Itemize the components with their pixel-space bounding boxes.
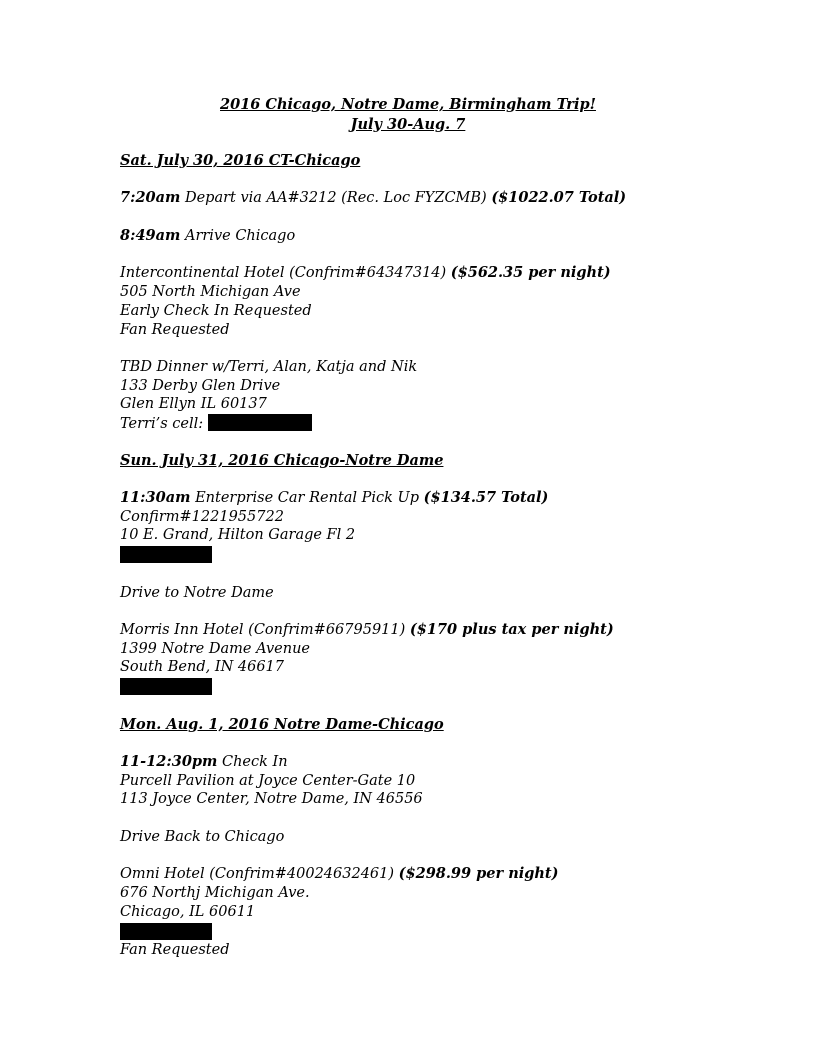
checkin-text: Check In [222, 754, 288, 771]
arrive-time: 8:49am [120, 226, 181, 244]
checkin-place: Purcell Pavilion at Joyce Center-Gate 10 [120, 772, 416, 789]
hotel-line [120, 621, 780, 640]
dinner-address: 133 Derby Glen Drive [120, 377, 281, 394]
hotel-line [120, 264, 780, 283]
itinerary-body [120, 152, 780, 960]
redaction-row [120, 923, 780, 942]
cell-label: Terri’s cell: [120, 416, 204, 433]
day-heading: Sun. July 31, 2016 Chicago-Notre Dame [120, 451, 444, 469]
hotel-note: Early Check In Requested [120, 302, 312, 319]
arrive-text: Arrive Chicago [184, 227, 296, 244]
checkin-line [120, 753, 780, 772]
hotel-cost: ($298.99 per night) [398, 865, 559, 883]
hotel-cost: ($170 plus tax per night) [409, 621, 614, 639]
rental-time: 11:30am [120, 489, 191, 507]
rental-line [120, 489, 780, 508]
redaction-row [120, 678, 780, 697]
hotel-address: 1399 Notre Dame Avenue [120, 640, 311, 657]
hotel-line [120, 865, 780, 884]
title-line-2: July 30-Aug. 7 [350, 115, 466, 133]
hotel-name: Omni Hotel (Confrim#40024632461) [120, 866, 395, 883]
hotel-city: Chicago, IL 60611 [120, 903, 256, 920]
drive-line: Drive to Notre Dame [120, 584, 274, 601]
redaction-bar [120, 923, 212, 940]
document-title [0, 96, 816, 135]
rental-text: Enterprise Car Rental Pick Up [195, 490, 420, 507]
hotel-city: South Bend, IN 46617 [120, 659, 285, 676]
hotel-note: Fan Requested [120, 321, 230, 338]
day-heading: Mon. Aug. 1, 2016 Notre Dame-Chicago [120, 715, 444, 733]
hotel-address: 505 North Michigan Ave [120, 284, 301, 301]
rental-cost: ($134.57 Total) [423, 489, 549, 507]
redaction-row [120, 546, 780, 565]
cell-line [120, 414, 780, 433]
redaction-bar [120, 678, 212, 695]
redaction-bar [120, 546, 212, 563]
flight-time: 7:20am [120, 189, 181, 207]
dinner-city: Glen Ellyn IL 60137 [120, 396, 267, 413]
flight-text: Depart via AA#3212 (Rec. Loc FYZCMB) [184, 190, 487, 207]
dinner-line: TBD Dinner w/Terri, Alan, Katja and Nik [120, 359, 418, 375]
redaction-bar [208, 414, 312, 431]
drive-line: Drive Back to Chicago [120, 828, 285, 845]
title-line-1: 2016 Chicago, Notre Dame, Birmingham Trip! [220, 96, 596, 113]
hotel-name: Morris Inn Hotel (Confrim#66795911) [120, 622, 406, 639]
arrive-line [120, 227, 780, 246]
checkin-address: 113 Joyce Center, Notre Dame, IN 46556 [120, 791, 423, 808]
flight-cost: ($1022.07 Total) [491, 189, 627, 207]
hotel-cost: ($562.35 per night) [450, 264, 611, 282]
flight-line [120, 189, 780, 208]
hotel-note: Fan Requested [120, 942, 230, 959]
rental-confirm: Confirm#1221955722 [120, 508, 284, 525]
rental-address: 10 E. Grand, Hilton Garage Fl 2 [120, 527, 356, 544]
day-heading: Sat. July 30, 2016 CT-Chicago [120, 152, 361, 169]
hotel-name: Intercontinental Hotel (Confrim#64347314) [120, 265, 447, 282]
checkin-time: 11-12:30pm [120, 753, 218, 771]
hotel-address: 676 Northj Michigan Ave. [120, 885, 310, 902]
